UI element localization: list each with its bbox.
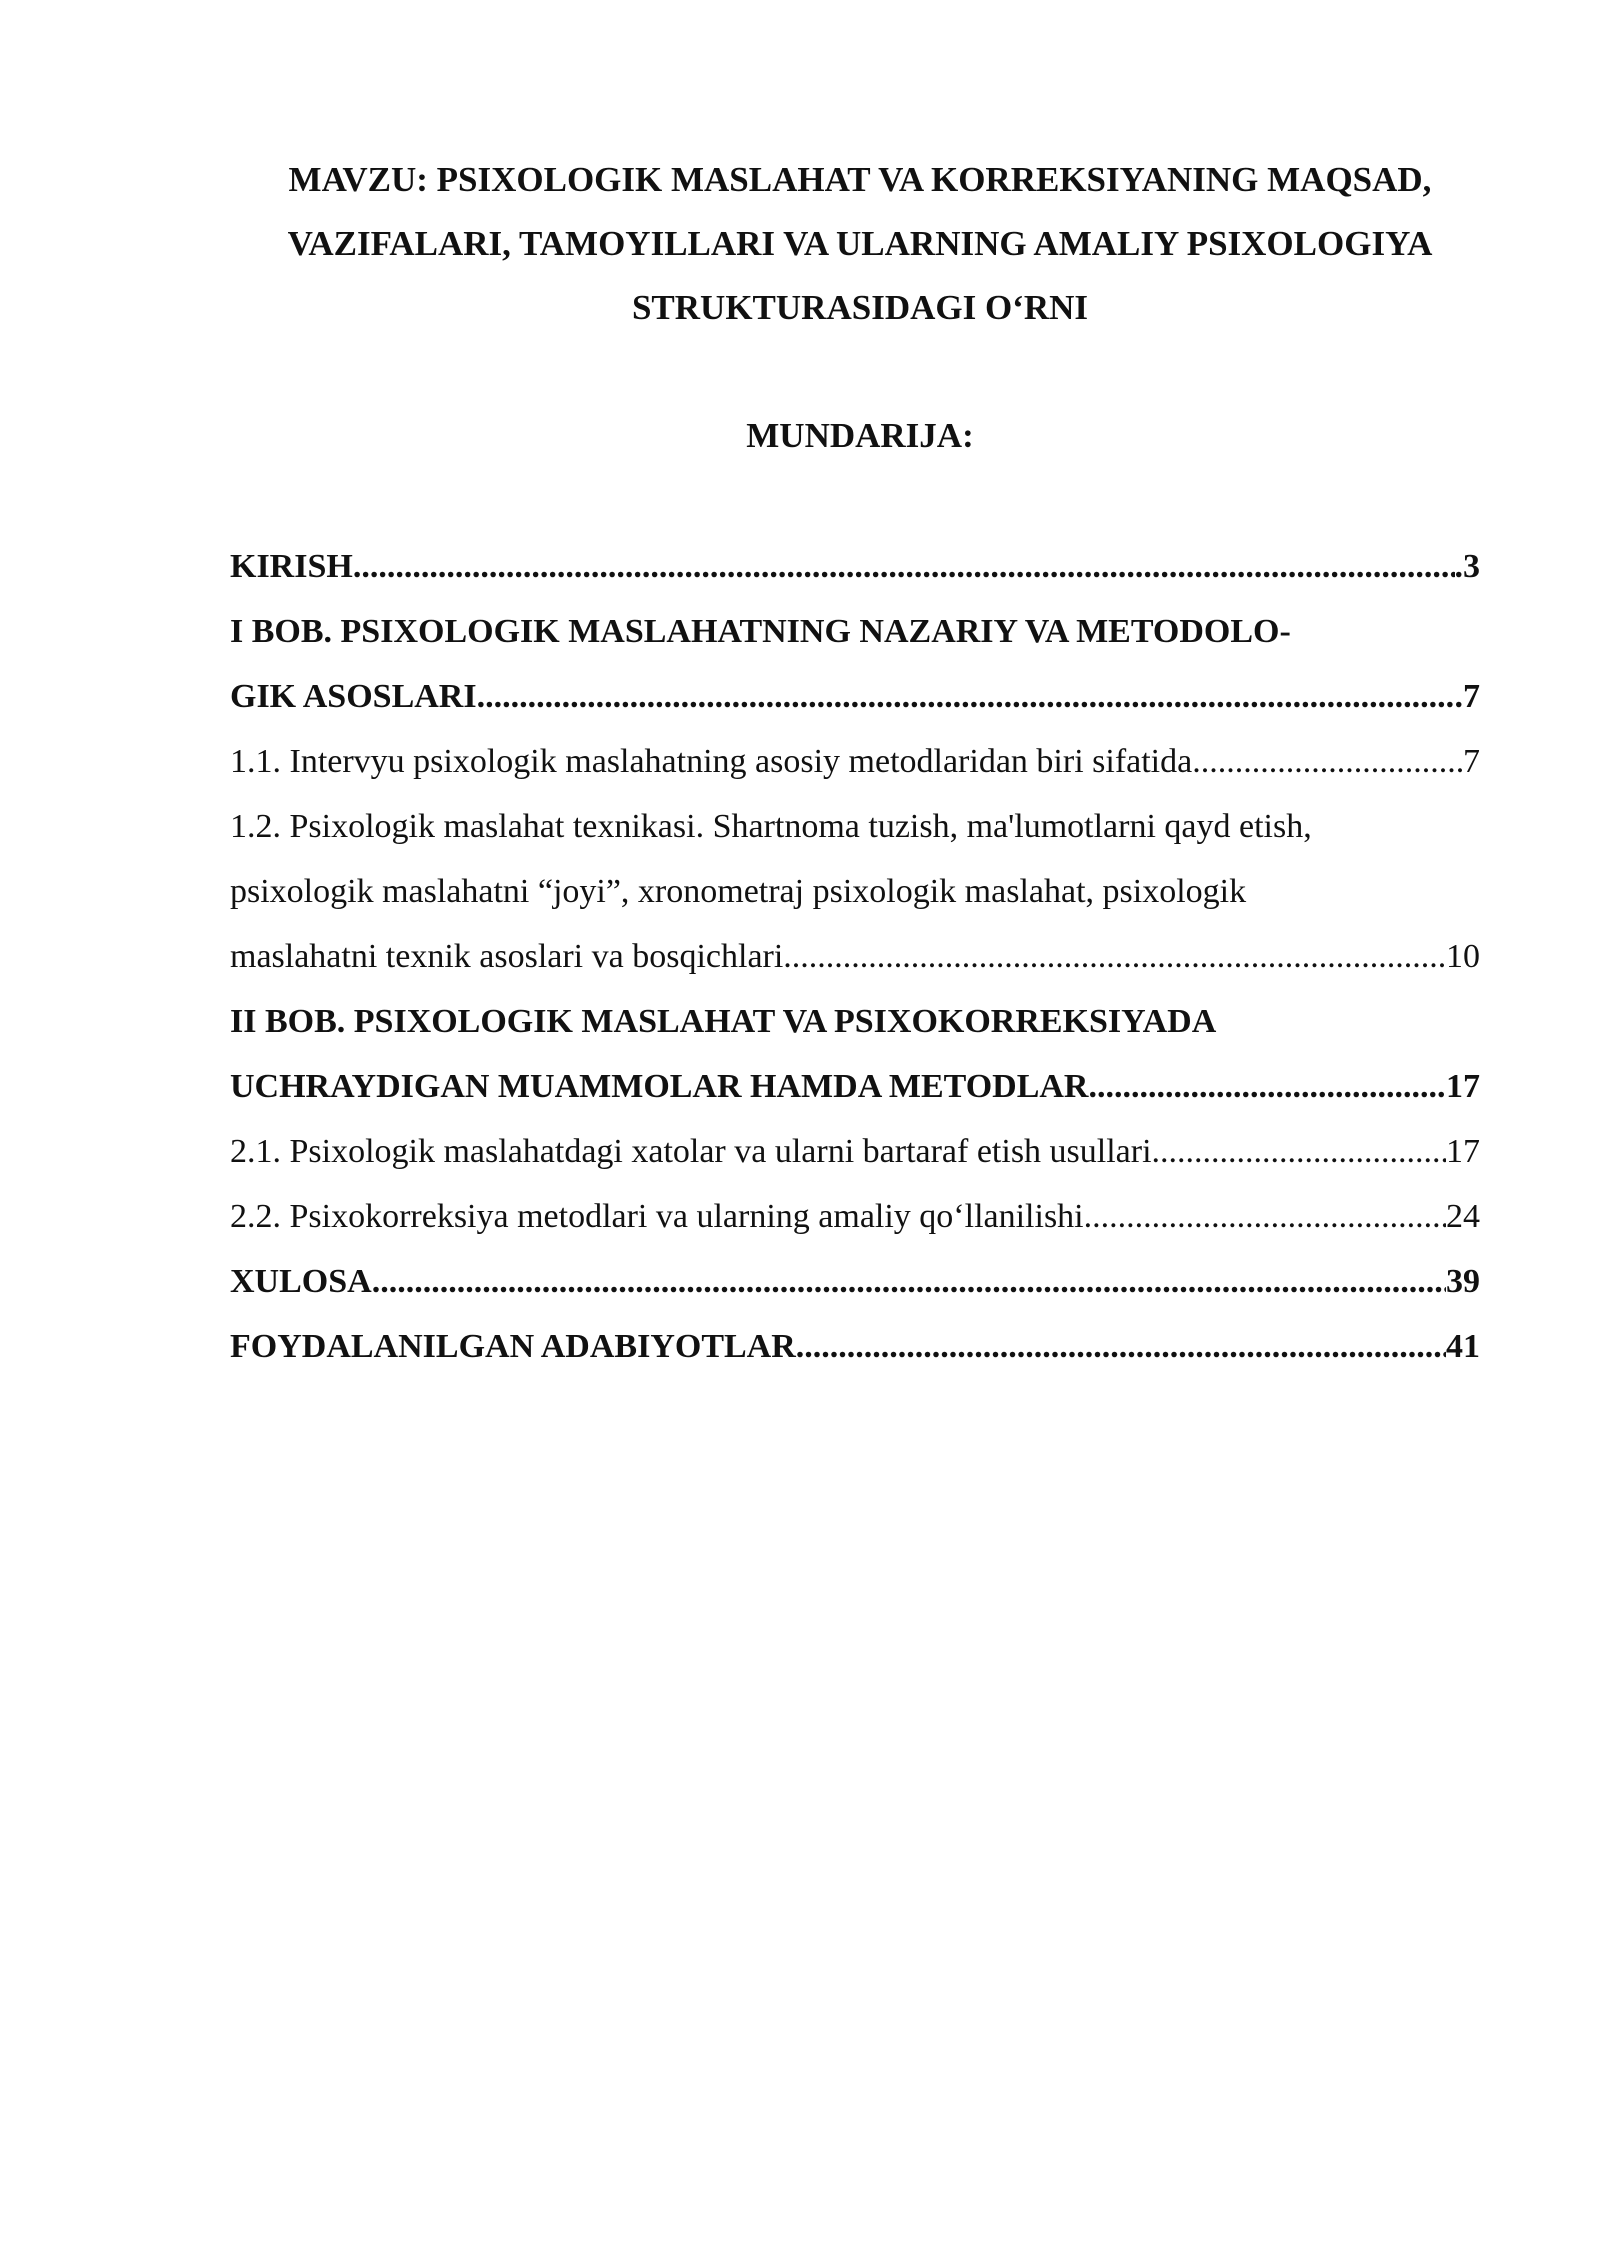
toc-entry-text: 1.2. Psixologik maslahat texnikasi. Shartnoma tuzish, ma'lumotlarni qayd etish, bbox=[230, 808, 1312, 845]
toc-entry-line bbox=[230, 664, 1480, 729]
toc-page-number: 41 bbox=[1446, 1328, 1480, 1365]
toc-entry-text: 2.2. Psixokorreksiya metodlari va ularning amaliy qo‘llanilishi bbox=[230, 1198, 1084, 1235]
contents-heading: MUNDARIJA: bbox=[746, 416, 974, 455]
dot-leader bbox=[477, 664, 1455, 729]
dot-leader bbox=[372, 1249, 1446, 1314]
toc-entry-line bbox=[230, 1054, 1480, 1119]
toc-page-number: .7 bbox=[1454, 678, 1480, 715]
toc-entry-text: 2.1. Psixologik maslahatdagi xatolar va ularni bartaraf etish usullari bbox=[230, 1133, 1152, 1170]
toc-entry-text: FOYDALANILGAN ADABIYOTLAR bbox=[230, 1328, 796, 1365]
dot-leader bbox=[783, 924, 1446, 989]
toc-entry-text: I BOB. PSIXOLOGIK MASLAHATNING NAZARIY VA METODOLO- bbox=[230, 613, 1291, 650]
toc-entry-text: UCHRAYDIGAN MUAMMOLAR HAMDA METODLAR bbox=[230, 1068, 1089, 1105]
toc-page-number: 24 bbox=[1446, 1198, 1480, 1235]
toc-entry-line bbox=[230, 794, 1480, 859]
toc-entry[interactable] bbox=[230, 1119, 1480, 1184]
toc-entry-text: KIRISH bbox=[230, 548, 353, 585]
toc-entry[interactable] bbox=[230, 1314, 1480, 1379]
toc-entry-line bbox=[230, 729, 1480, 794]
toc-entry-line bbox=[230, 1249, 1480, 1314]
document-title bbox=[200, 148, 1520, 340]
toc-entry[interactable] bbox=[230, 794, 1480, 989]
dot-leader bbox=[1088, 1054, 1446, 1119]
toc-entry[interactable] bbox=[230, 599, 1480, 729]
toc-page-number: 7 bbox=[1463, 743, 1480, 780]
toc-entry[interactable] bbox=[230, 1249, 1480, 1314]
toc-page-number: .3 bbox=[1454, 548, 1480, 585]
toc-entry-line bbox=[230, 534, 1480, 599]
title-line: STRUKTURASIDAGI O‘RNI bbox=[631, 288, 1089, 327]
toc-page-number: 17 bbox=[1446, 1068, 1480, 1105]
toc-page-number: 39 bbox=[1446, 1263, 1480, 1300]
toc-entry-line bbox=[230, 989, 1480, 1054]
toc-entry-text: XULOSA bbox=[230, 1263, 372, 1300]
toc-page-number: 10 bbox=[1446, 938, 1480, 975]
toc-page-number: 17 bbox=[1446, 1133, 1480, 1170]
title-line: VAZIFALARI, TAMOYILLARI VA ULARNING AMALIY PSIXOLOGIYA bbox=[287, 224, 1433, 263]
table-of-contents bbox=[230, 534, 1480, 1379]
dot-leader bbox=[796, 1314, 1446, 1379]
toc-entry-text: GIK ASOSLARI bbox=[230, 678, 477, 715]
toc-entry-line bbox=[230, 1119, 1480, 1184]
toc-entry-text: II BOB. PSIXOLOGIK MASLAHAT VA PSIXOKORREKSIYADA bbox=[230, 1003, 1217, 1040]
toc-entry[interactable] bbox=[230, 1184, 1480, 1249]
toc-entry-line bbox=[230, 1184, 1480, 1249]
toc-entry-line bbox=[230, 859, 1480, 924]
dot-leader bbox=[353, 534, 1455, 599]
dot-leader bbox=[1084, 1184, 1446, 1249]
toc-entry-text: psixologik maslahatni “joyi”, xronometraj psixologik maslahat, psixologik bbox=[230, 873, 1247, 910]
toc-entry-line bbox=[230, 1314, 1480, 1379]
toc-entry[interactable] bbox=[230, 989, 1480, 1119]
dot-leader bbox=[1192, 729, 1463, 794]
dot-leader bbox=[1152, 1119, 1446, 1184]
toc-entry-text: 1.1. Intervyu psixologik maslahatning asosiy metodlaridan biri sifatida bbox=[230, 743, 1193, 780]
toc-entry-text: maslahatni texnik asoslari va bosqichlari bbox=[230, 938, 784, 975]
toc-entry-line bbox=[230, 924, 1480, 989]
toc-entry-line bbox=[230, 599, 1480, 664]
title-line: MAVZU: PSIXOLOGIK MASLAHAT VA KORREKSIYANING MAQSAD, bbox=[288, 160, 1432, 199]
toc-entry[interactable] bbox=[230, 729, 1480, 794]
toc-entry[interactable] bbox=[230, 534, 1480, 599]
